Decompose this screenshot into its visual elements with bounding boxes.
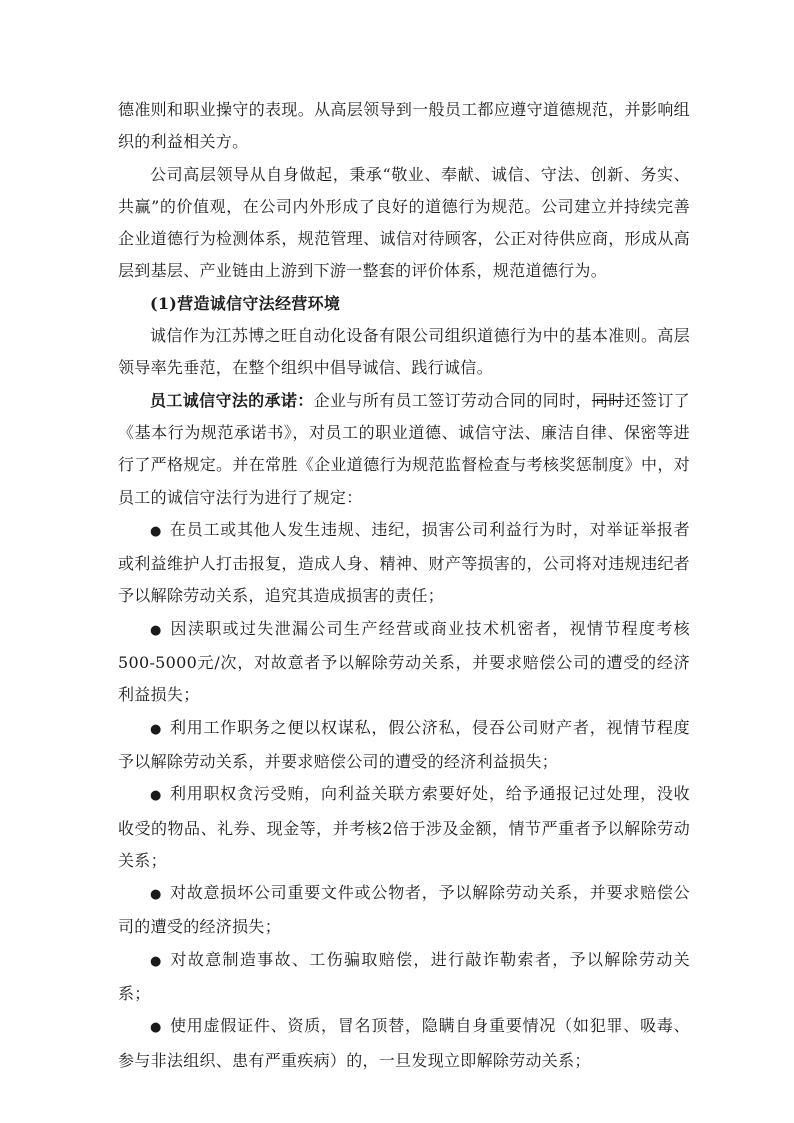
bullet-item [118,1010,690,1077]
bullet-icon: ● [150,1020,163,1036]
bullet-icon: ● [150,887,163,903]
commitment-label: 员工诚信守法的承诺： [150,390,314,410]
bullet-icon: ● [150,523,163,539]
bullet-item [118,712,690,779]
bullet-text: 利用工作职务之便以权谋私，假公济私，侵吞公司财产者，视情节程度予以解除劳动关系，并要求赔偿公司的遭受的经济利益损失； [118,717,690,771]
bullet-item [118,514,690,613]
bullet-item [118,877,690,944]
bullet-icon: ● [150,788,163,804]
bullet-icon: ● [150,953,163,969]
bullet-text: 在员工或其他人发生违规、违纪，损害公司利益行为时，对举证举报者或利益维护人打击报复，造成人身、精神、财产等损害的，公司将对违规违纪者予以解除劳动关系，追究其造成损害的责任； [118,519,690,606]
bullet-icon: ● [150,721,163,737]
bullet-item [118,944,690,1011]
document-page [118,94,690,1077]
paragraph-continuation: 德准则和职业操守的表现。从高层领导到一般员工都应遵守道德规范，并影响组织的利益相关方。 [118,100,690,152]
bullet-text: 对故意损坏公司重要文件或公物者，予以解除劳动关系，并要求赔偿公司的遭受的经济损失； [118,883,690,937]
bullet-item [118,613,690,712]
commitment-text-a: 企业与所有员工签订劳动合同的同时， [313,390,592,410]
paragraph-integrity: 诚信作为江苏博之旺自动化设备有限公司组织道德行为中的基本准则。高层领导率先垂范，在整个组织中倡导诚信、践行诚信。 [118,326,690,378]
bullet-list [118,514,690,1077]
deleted-text: 同时 [591,390,625,410]
section-heading: (1)营造诚信守法经营环境 [150,293,341,313]
paragraph-values: 公司高层领导从自身做起，秉承“敬业、奉献、诚信、守法、创新、务实、共赢”的价值观，在公司内外形成了良好的道德行为规范。公司建立并持续完善企业道德行为检测体系，规范管理、诚信对待顾客，公正对待供应商，形成从高层到基层、产业链由上游到下游一整套的评价体系，规范道德行为。 [118,164,690,281]
bullet-item [118,778,690,877]
commitment-text-b: 还签订了《基本行为规范承诺书》，对员工的职业道德、诚信守法、廉洁自律、保密等进行了严格规定。并在常胜《企业道德行为规范监督检查与考核奖惩制度》中，对员工的诚信守法行为进行了规定： [118,390,690,507]
paragraph-commitment [118,385,690,514]
bullet-text: 利用职权贪污受贿，向利益关联方索要好处，给予通报记过处理，没收收受的物品、礼券、现金等，并考核2倍于涉及金额，情节严重者予以解除劳动关系； [118,784,690,870]
bullet-text: 因渎职或过失泄漏公司生产经营或商业技术机密者，视情节程度考核500-5000元/次，对故意者予以解除劳动关系，并要求赔偿公司的遭受的经济利益损失； [118,618,690,705]
bullet-text: 使用虚假证件、资质，冒名顶替，隐瞒自身重要情况（如犯罪、吸毒、参与非法组织、患有严重疾病）的，一旦发现立即解除劳动关系； [118,1016,690,1070]
bullet-text: 对故意制造事故、工伤骗取赔偿，进行敲诈勒索者，予以解除劳动关系； [118,949,690,1004]
bullet-icon: ● [150,622,163,638]
